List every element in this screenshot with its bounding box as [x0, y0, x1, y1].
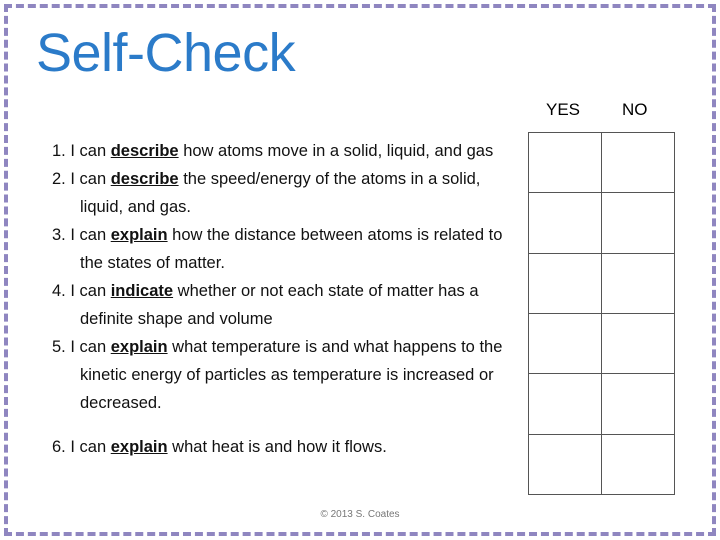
checklist-item: [52, 277, 522, 333]
grid-row: [529, 313, 675, 373]
no-checkbox-cell[interactable]: [602, 313, 675, 373]
item-number: 3. I can: [52, 226, 107, 244]
grid-row: [529, 133, 675, 193]
item-number: 2. I can: [52, 170, 107, 188]
item-number: 4. I can: [52, 282, 107, 300]
yes-checkbox-cell[interactable]: [529, 133, 602, 193]
yes-checkbox-cell[interactable]: [529, 313, 602, 373]
grid-row: [529, 253, 675, 313]
yes-checkbox-cell[interactable]: [529, 434, 602, 494]
yes-checkbox-cell[interactable]: [529, 253, 602, 313]
item-text: what temperature is and what happens to the kinetic energy of particles as temperature is increased or decreased.: [80, 338, 503, 412]
response-grid: [528, 132, 675, 495]
yes-column-header: YES: [546, 100, 581, 119]
item-text: how atoms move in a solid, liquid, and gas: [183, 142, 494, 160]
item-text: whether or not each state of matter has a definite shape and volume: [80, 282, 479, 328]
item-verb: describe: [110, 142, 179, 160]
item-number: 5. I can: [52, 338, 107, 356]
no-checkbox-cell[interactable]: [602, 253, 675, 313]
item-text: the speed/energy of the atoms in a solid, liquid, and gas.: [80, 170, 481, 216]
item-verb: explain: [110, 226, 168, 244]
checklist-item: [52, 165, 522, 221]
copyright-footer: © 2013 S. Coates: [320, 509, 400, 520]
item-text: how the distance between atoms is related to the states of matter.: [80, 226, 503, 272]
page-title: Self-Check: [36, 23, 296, 83]
no-checkbox-cell[interactable]: [602, 374, 675, 434]
no-column-header: NO: [622, 100, 648, 119]
item-text: what heat is and how it flows.: [172, 438, 387, 456]
yes-checkbox-cell[interactable]: [529, 374, 602, 434]
checklist: [52, 137, 522, 461]
yes-checkbox-cell[interactable]: [529, 193, 602, 253]
grid-row: [529, 374, 675, 434]
no-checkbox-cell[interactable]: [602, 193, 675, 253]
no-checkbox-cell[interactable]: [602, 434, 675, 494]
checklist-item: [52, 433, 522, 461]
item-verb: explain: [110, 438, 168, 456]
item-verb: explain: [110, 338, 168, 356]
checklist-item: [52, 137, 522, 165]
item-number: 6. I can: [52, 438, 107, 456]
checklist-item: [52, 333, 522, 417]
item-verb: indicate: [110, 282, 174, 300]
no-checkbox-cell[interactable]: [602, 133, 675, 193]
checklist-item: [52, 221, 522, 277]
item-number: 1. I can: [52, 142, 107, 160]
grid-row: [529, 193, 675, 253]
item-verb: describe: [110, 170, 179, 188]
grid-row: [529, 434, 675, 494]
